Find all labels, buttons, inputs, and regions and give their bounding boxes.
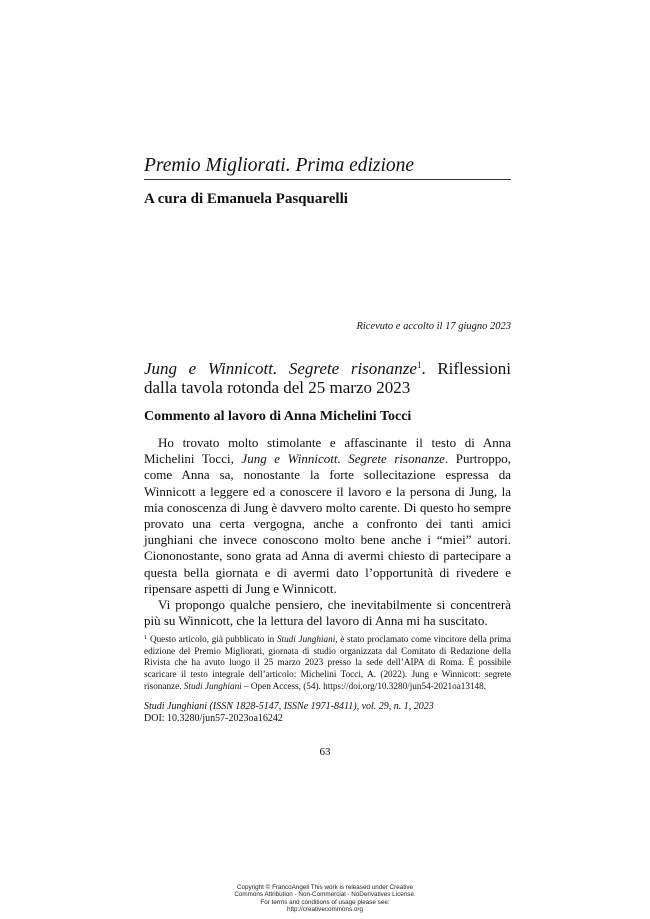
editor-credit: A cura di Emanuela Pasquarelli [144,191,348,207]
footnote [144,634,511,693]
article-body [144,435,511,629]
license-line-1: Copyright © FrancoAngeli This work is released under Creative [236,884,414,891]
journal-citation: Studi Junghiani (ISSN 1828-5147, ISSNe 1971-8411), vol. 29, n. 1, 2023 [144,701,434,712]
article-title-italic: Jung e Winnicott. Segrete risonanze [144,359,417,378]
license-notice [0,884,650,913]
paragraph-1-text-b: . Purtroppo, come Anna sa, nonostante la forte sollecitazione espressa da Winnicott a leggere ed a conoscere il lavoro e la persona di Jung, la mia conoscenza di Jung è davvero molto carente. Di questo ho sempre provato una certa vergogna, anche a confronto dei tanti amici junghiani che invece conoscono molto bene anche i “miei” autori. Ciononostante, sono grata ad Anna di avermi chiesto di partecipare a questa bella giornata e di avermi dato l’opportunità di rivedere e ripensare aspetti di Jung e Winnicott. [144,451,512,596]
section-title: Premio Migliorati. Prima edizione [144,155,415,176]
paragraph-1-italic: Jung e Winnicott. Segrete risonanze [241,451,445,467]
journal-info [144,701,434,725]
article-title [144,359,511,397]
paragraph-2: Vi propongo qualche pensiero, che inevitabilmente si concentrerà più su Winnicott, che la lettura del lavoro di Anna mi ha suscitato. [144,597,511,629]
footnote-mark: 1 [144,634,148,641]
section-rule [144,179,511,180]
article-subheading: Commento al lavoro di Anna Michelini Tocci [144,409,412,424]
footnote-italic-b: Studi Junghiani [183,680,242,691]
license-line-3: For terms and conditions of usage please see: [260,898,390,906]
footnote-italic-a: Studi Junghiani [276,634,336,644]
footnote-text-b: , è stato proclamato come vincitore della prima edizione del Premio Migliorati, giornata di studio organizzata dal Comitato di Redazione della Rivista che ha avuto luogo il 25 marzo 2023 presso la sede dell’AIPA di Roma. È possibile scaricare il testo integrale dell’articolo: Michelini Tocci, A. (2022). Jung e Winnicott: segrete risonanze. [144,634,511,691]
journal-doi[interactable]: DOI: 10.3280/jun57-2023oa16242 [144,713,283,724]
article-title-rest: . Riflessioni dalla tavola rotonda del 25 marzo 2023 [144,359,511,397]
footnote-text-c: – Open Access, (54). https://doi.org/10.3280/jun54-2021oa13148. [241,680,487,691]
license-link[interactable]: http://creativecommons.org [287,905,363,913]
paragraph-1 [144,435,511,597]
license-line-2: Commons Attribution - Non-Commercial - NoDerivatives License. [234,891,416,899]
page-number: 63 [319,746,331,758]
footnote-text-a: Questo articolo, già pubblicato in [147,634,277,644]
footnote-ref[interactable]: 1 [416,360,422,370]
paragraph-1-text-a: Ho trovato molto stimolante e affascinante il testo di Anna Michelini Tocci, [144,435,511,467]
received-date: Ricevuto e accolto il 17 giugno 2023 [356,321,511,332]
